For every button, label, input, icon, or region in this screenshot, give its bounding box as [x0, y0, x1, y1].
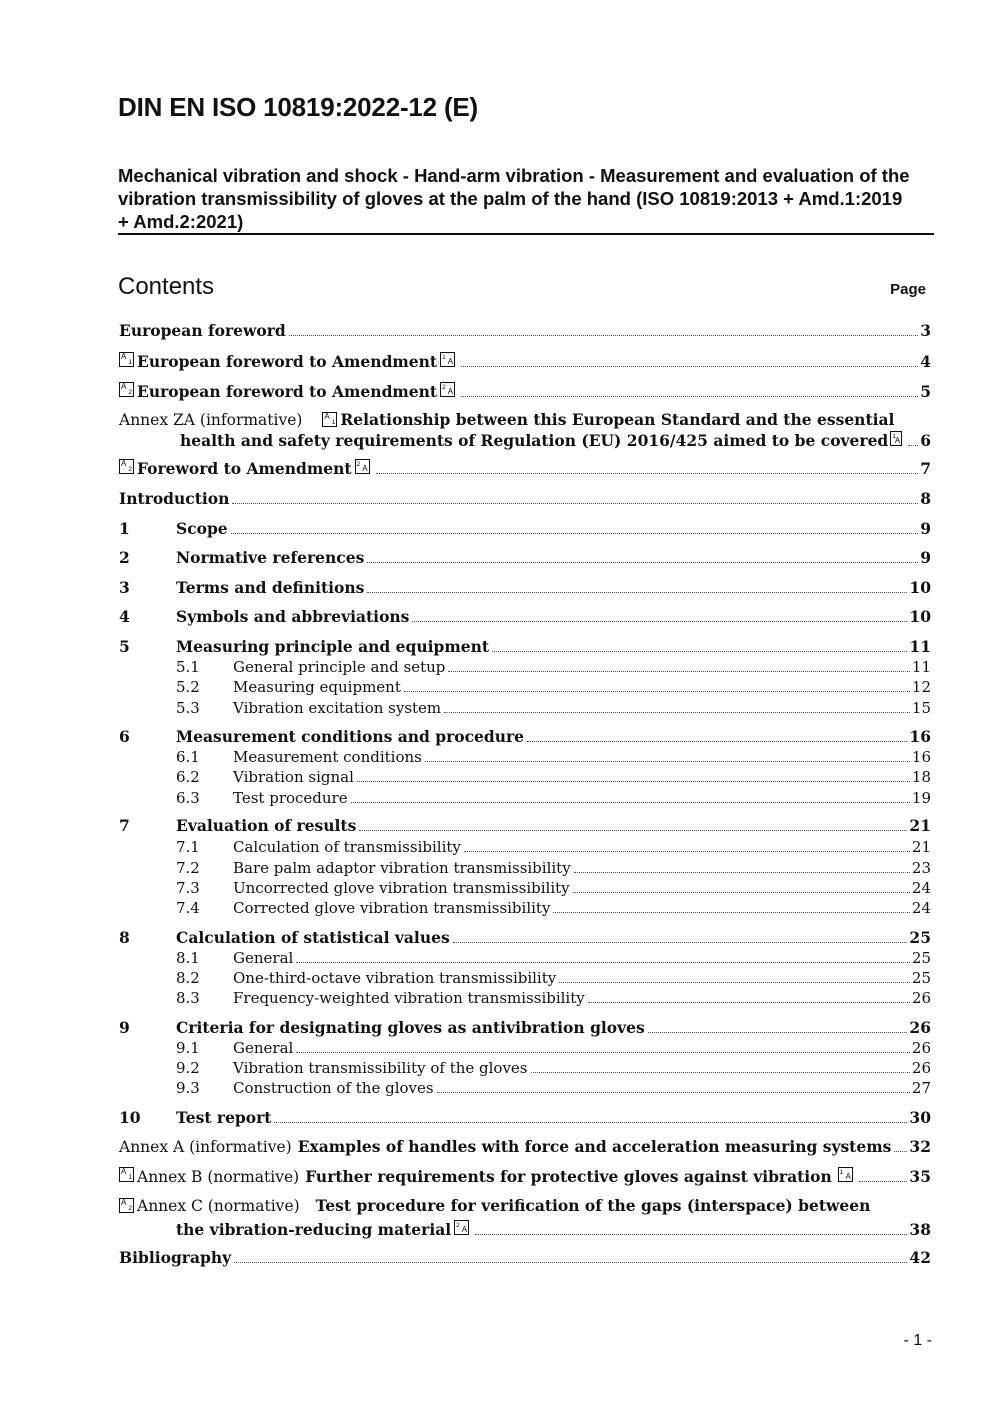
toc-annex-c-line1[interactable]: A 2 Annex C (normative) Test procedure for verification of the gaps (interspace) between — [121, 1196, 871, 1215]
toc-section[interactable]: 7 Evaluation of results 21 — [119, 816, 931, 835]
amendment-2-end-icon: A 2 — [456, 1222, 468, 1234]
toc-european-foreword[interactable]: European foreword 3 — [119, 321, 931, 340]
toc-subsection[interactable]: 8.1 General 25 — [176, 949, 931, 967]
amendment-1-end-icon: A 1 — [839, 1169, 851, 1181]
toc-annex-za-line2[interactable]: health and safety requirements of Regulation (EU) 2016/425 aimed to be covered A 1 6 — [180, 431, 931, 450]
toc-annex-za-line1[interactable]: Annex ZA (informative) A 1 Relationship between this European Standard and the essential — [119, 410, 895, 429]
toc-european-foreword-amd2[interactable]: A 2 European foreword to Amendment A 2 5 — [121, 382, 931, 401]
toc-subsection[interactable]: 8.3 Frequency-weighted vibration transmissibility 26 — [176, 989, 931, 1007]
toc-subsection[interactable]: 9.3 Construction of the gloves 27 — [176, 1079, 931, 1097]
amendment-1-end-icon: A 1 — [442, 354, 454, 366]
toc-introduction[interactable]: Introduction 8 — [119, 489, 931, 508]
toc-annex-a[interactable]: Annex A (informative) Examples of handles with force and acceleration measuring systems 32 — [119, 1137, 931, 1156]
toc-subsection[interactable]: 9.1 General 26 — [176, 1039, 931, 1057]
toc-subsection[interactable]: 6.1 Measurement conditions 16 — [176, 748, 931, 766]
contents-heading: Contents — [118, 273, 215, 300]
toc-bibliography[interactable]: Bibliography 42 — [119, 1248, 931, 1267]
amendment-2-start-icon: A 2 — [121, 382, 132, 396]
toc-subsection[interactable]: 5.1 General principle and setup 11 — [176, 658, 931, 676]
toc-section[interactable]: 8 Calculation of statistical values 25 — [119, 928, 931, 947]
page-number: - 1 - — [903, 1332, 932, 1349]
amendment-2-end-icon: A 2 — [442, 384, 454, 396]
amendment-2-end-icon: A 2 — [356, 461, 368, 473]
document-id: DIN EN ISO 10819:2022-12 (E) — [118, 92, 479, 122]
toc-subsection[interactable]: 7.3 Uncorrected glove vibration transmissibility 24 — [176, 879, 931, 897]
toc-subsection[interactable]: 5.2 Measuring equipment 12 — [176, 678, 931, 696]
toc-subsection[interactable]: 6.2 Vibration signal 18 — [176, 768, 931, 786]
amendment-1-start-icon: A 1 — [324, 412, 336, 426]
amendment-1-end-icon: A 1 — [892, 433, 901, 445]
toc-section[interactable]: 3 Terms and definitions 10 — [119, 578, 931, 597]
document-subtitle: Mechanical vibration and shock - Hand-arm vibration - Measurement and evaluation of the vibration transmissibility of gloves at the palm of the hand (ISO 10819:2013 + Amd.1:2019 + Amd.2:2021) — [118, 165, 910, 232]
toc-section[interactable]: 6 Measurement conditions and procedure 16 — [119, 727, 931, 746]
toc-subsection[interactable]: 5.3 Vibration excitation system 15 — [176, 699, 931, 717]
toc-subsection[interactable]: 9.2 Vibration transmissibility of the gloves 26 — [176, 1059, 931, 1077]
toc-section[interactable]: 4 Symbols and abbreviations 10 — [119, 607, 931, 626]
toc-section[interactable]: 1 Scope 9 — [119, 519, 931, 538]
toc-section[interactable]: 5 Measuring principle and equipment 11 — [119, 637, 931, 656]
toc-subsection[interactable]: 7.1 Calculation of transmissibility 21 — [176, 838, 931, 856]
title-rule — [118, 233, 934, 235]
amendment-1-start-icon: A 1 — [121, 352, 132, 366]
page-column-heading: Page — [890, 281, 926, 298]
toc-european-foreword-amd1[interactable]: A 1 European foreword to Amendment A 1 4 — [121, 352, 931, 371]
amendment-1-start-icon: A 1 — [121, 1167, 132, 1181]
toc-subsection[interactable]: 7.4 Corrected glove vibration transmissibility 24 — [176, 899, 931, 917]
toc-annex-b[interactable]: A 1 Annex B (normative) Further requirements for protective gloves against vibration A 1 35 — [121, 1167, 931, 1186]
amendment-2-start-icon: A 2 — [121, 459, 132, 473]
toc-annex-c-line2[interactable]: the vibration-reducing material A 2 38 — [176, 1220, 931, 1239]
toc-section[interactable]: 2 Normative references 9 — [119, 548, 931, 567]
toc-foreword-amd2[interactable]: A 2 Foreword to Amendment A 2 7 — [121, 459, 931, 478]
toc-section[interactable]: 9 Criteria for designating gloves as antivibration gloves 26 — [119, 1018, 931, 1037]
toc-subsection[interactable]: 6.3 Test procedure 19 — [176, 789, 931, 807]
toc-subsection[interactable]: 8.2 One-third-octave vibration transmissibility 25 — [176, 969, 931, 987]
amendment-2-start-icon: A 2 — [121, 1198, 132, 1212]
toc-section[interactable]: 10 Test report 30 — [119, 1108, 931, 1127]
toc-subsection[interactable]: 7.2 Bare palm adaptor vibration transmissibility 23 — [176, 859, 931, 877]
